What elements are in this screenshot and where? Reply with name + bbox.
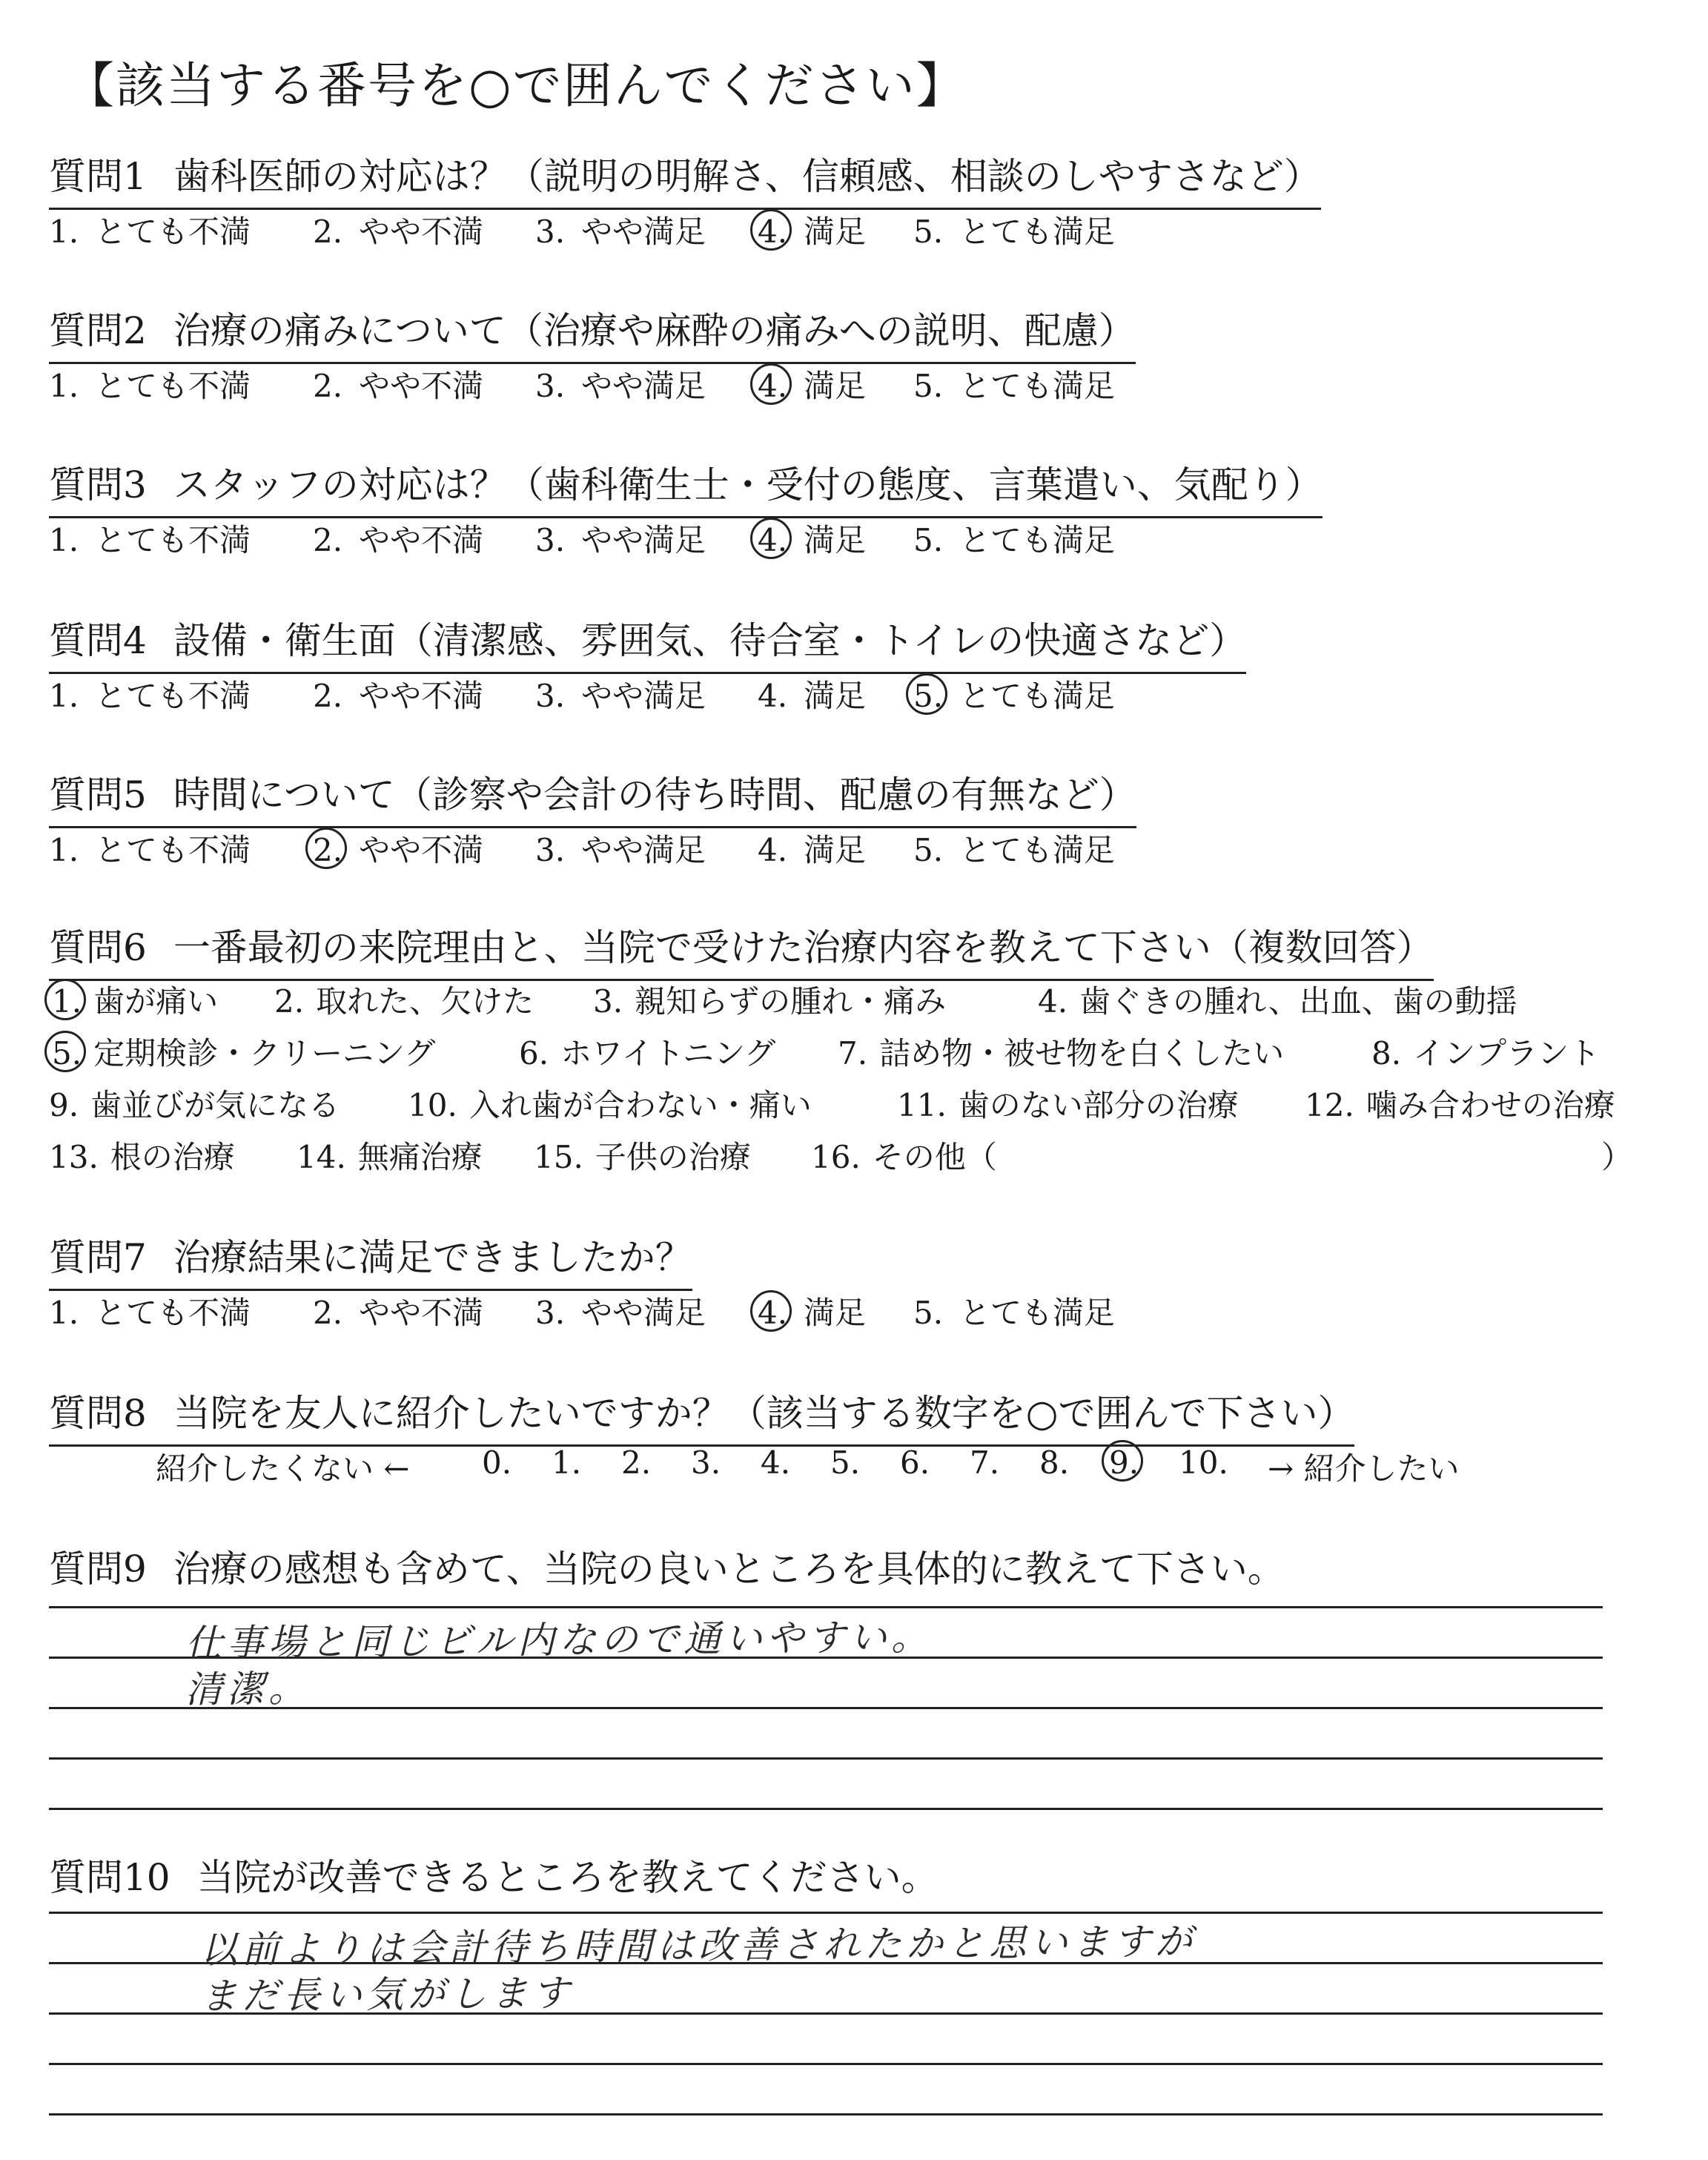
option-5[interactable] — [913, 208, 1115, 252]
option-1[interactable] — [49, 362, 251, 406]
option-number: 3. — [593, 983, 623, 1020]
option-label: やや不満 — [359, 368, 484, 404]
question-number: 質問10 — [49, 1856, 171, 1899]
option-number: 4. — [758, 214, 804, 250]
option-number: 5. — [913, 522, 944, 558]
question-number: 質問1 — [49, 155, 147, 198]
option-4[interactable] — [758, 362, 866, 406]
option-label: 満足 — [804, 214, 867, 250]
option-number: 3. — [535, 678, 566, 714]
option-label: とても不満 — [95, 832, 251, 868]
question-5-title — [49, 765, 1136, 828]
option-number: 5. — [52, 1035, 82, 1071]
option-3[interactable] — [535, 672, 706, 716]
question-1-title — [49, 147, 1321, 210]
option-number: 3. — [535, 832, 566, 868]
option-number: 3. — [535, 522, 566, 558]
option-number: 12. — [1305, 1087, 1354, 1123]
option-number: 5. — [913, 832, 944, 868]
question-4-title — [49, 611, 1246, 674]
answer-line — [49, 2113, 1603, 2116]
option-number: 16. — [811, 1139, 861, 1175]
scale-value-10[interactable]: 10. — [1179, 1444, 1228, 1481]
q6-option-8[interactable] — [1371, 1029, 1600, 1074]
handwritten-answer-q9-line1: 仕事場と同じビル内なので通いやすい。 — [185, 1615, 933, 1665]
option-label: 満足 — [804, 832, 867, 868]
option-label: 噛み合わせの治療 — [1366, 1087, 1615, 1123]
scale-value-7[interactable]: 7. — [970, 1444, 1000, 1481]
option-number: 4. — [758, 522, 804, 558]
option-number: 4. — [758, 1295, 804, 1331]
option-label: やや満足 — [581, 522, 706, 558]
option-label: とても満足 — [959, 1295, 1116, 1331]
option-4[interactable] — [758, 516, 866, 561]
option-4[interactable] — [758, 1289, 866, 1333]
question-number: 質問5 — [49, 773, 147, 816]
option-number: 2. — [313, 832, 359, 868]
option-number: 1. — [49, 832, 79, 868]
option-3[interactable] — [535, 208, 706, 252]
option-label: 歯のない部分の治療 — [958, 1087, 1239, 1123]
option-label: とても不満 — [95, 1295, 251, 1331]
option-label: やや不満 — [359, 678, 484, 714]
option-number: 9. — [49, 1087, 79, 1123]
option-number: 5. — [913, 214, 944, 250]
answer-line — [49, 2063, 1603, 2065]
option-number: 3. — [535, 1295, 566, 1331]
option-number: 3. — [535, 368, 566, 404]
option-label: 満足 — [804, 1295, 867, 1331]
option-4[interactable] — [758, 208, 866, 252]
handwritten-answer-q9-line2: 清潔。 — [185, 1667, 311, 1711]
option-1[interactable] — [49, 826, 251, 871]
option-label: 親知らずの腫れ・痛み — [635, 983, 947, 1020]
q6-option-12[interactable] — [1305, 1081, 1615, 1126]
option-number: 15. — [534, 1139, 583, 1175]
option-number: 7. — [838, 1035, 868, 1071]
question-text: 時間について（診察や会計の待ち時間、配慮の有無など） — [173, 773, 1136, 816]
question-3-title — [49, 455, 1323, 518]
option-1[interactable] — [49, 672, 251, 716]
option-label: やや不満 — [359, 522, 484, 558]
option-label: 無痛治療 — [357, 1139, 483, 1175]
option-label: 子供の治療 — [595, 1139, 751, 1175]
option-5[interactable] — [913, 672, 1115, 716]
scale-value-1[interactable]: 1. — [552, 1444, 582, 1481]
option-1[interactable] — [49, 1289, 251, 1333]
option-number: 4. — [758, 368, 804, 404]
question-text: 当院を友人に紹介したいですか？（該当する数字を○で囲んで下さい） — [173, 1392, 1355, 1435]
option-number: 14. — [297, 1139, 346, 1175]
q6-option-7[interactable] — [838, 1029, 1284, 1074]
scale-value-4[interactable]: 4. — [761, 1444, 791, 1481]
option-4[interactable] — [758, 826, 866, 871]
q6-option-14[interactable] — [297, 1133, 483, 1178]
handwritten-answer-q10-line1: 以前よりは会計待ち時間は改善されたかと思いますが — [199, 1920, 1197, 1972]
option-number: 1. — [49, 214, 79, 250]
option-number: 1. — [49, 522, 79, 558]
option-label: 満足 — [804, 678, 867, 714]
question-7-title — [49, 1228, 692, 1291]
other-close-paren: ） — [1601, 1139, 1633, 1175]
option-label: とても不満 — [95, 368, 251, 404]
option-label: やや不満 — [359, 832, 484, 868]
option-number: 2. — [313, 1295, 343, 1331]
option-label: 詰め物・被せ物を白くしたい — [879, 1035, 1285, 1071]
question-text: 設備・衛生面（清潔感、雰囲気、待合室・トイレの快適さなど） — [173, 619, 1247, 662]
option-label: やや満足 — [581, 678, 706, 714]
option-2[interactable] — [313, 826, 483, 871]
option-label: とても不満 — [95, 522, 251, 558]
question-text: 治療結果に満足できましたか？ — [173, 1236, 692, 1279]
scale-value-5[interactable]: 5. — [830, 1444, 861, 1481]
option-number: 13. — [49, 1139, 99, 1175]
option-5[interactable] — [913, 362, 1115, 406]
option-label: 入れ歯が合わない・痛い — [469, 1087, 812, 1123]
option-label: 定期検診・クリーニング — [93, 1035, 436, 1071]
option-2[interactable] — [313, 208, 483, 252]
option-label: やや不満 — [359, 1295, 484, 1331]
option-label: やや満足 — [581, 1295, 706, 1331]
q6-option-9[interactable] — [49, 1081, 340, 1126]
option-number: 5. — [913, 368, 944, 404]
option-2[interactable] — [313, 362, 483, 406]
option-number: 4. — [758, 678, 788, 714]
option-label: 取れた、欠けた — [316, 983, 534, 1020]
option-number: 1. — [49, 678, 79, 714]
option-label: とても満足 — [959, 678, 1116, 714]
option-number: 5. — [913, 678, 959, 714]
option-label: 歯並びが気になる — [90, 1087, 340, 1123]
option-number: 10. — [408, 1087, 457, 1123]
option-1[interactable] — [49, 208, 251, 252]
option-3[interactable] — [535, 1289, 706, 1333]
question-number: 質問2 — [49, 309, 147, 352]
answer-line — [49, 1808, 1603, 1810]
scale-value-2[interactable]: 2. — [621, 1444, 652, 1481]
option-number: 1. — [52, 983, 82, 1020]
scale-right-label: → 紹介したい — [1268, 1450, 1460, 1487]
option-5[interactable] — [913, 1289, 1115, 1333]
option-3[interactable] — [535, 516, 706, 561]
option-label: とても満足 — [959, 214, 1116, 250]
option-label: その他（ — [872, 1139, 997, 1175]
option-number: 5. — [913, 1295, 944, 1331]
option-2[interactable] — [313, 672, 483, 716]
option-label: 満足 — [804, 368, 867, 404]
option-3[interactable] — [535, 362, 706, 406]
option-label: インプラント — [1413, 1035, 1601, 1071]
option-number: 2. — [274, 983, 305, 1020]
option-label: やや不満 — [359, 214, 484, 250]
q6-option-13[interactable] — [49, 1133, 235, 1178]
option-label: 歯ぐきの腫れ、出血、歯の動揺 — [1079, 983, 1517, 1020]
question-text: 治療の感想も含めて、当院の良いところを具体的に教えて下さい。 — [173, 1548, 1285, 1591]
option-label: 満足 — [804, 522, 867, 558]
page-title: 【該当する番号を○で囲んでください】 — [65, 57, 967, 114]
option-5[interactable] — [913, 826, 1115, 871]
option-number: 11. — [897, 1087, 947, 1123]
question-9-title — [49, 1539, 1285, 1600]
option-2[interactable] — [313, 1289, 483, 1333]
option-label: とても満足 — [959, 368, 1116, 404]
option-number: 1. — [49, 368, 79, 404]
question-8-title — [49, 1384, 1354, 1447]
option-label: やや満足 — [581, 368, 706, 404]
option-3[interactable] — [535, 826, 706, 871]
scale-value-6[interactable]: 6. — [900, 1444, 930, 1481]
option-number: 2. — [313, 522, 343, 558]
q6-option-2[interactable] — [274, 977, 534, 1022]
option-label: 根の治療 — [110, 1139, 235, 1175]
question-text: 歯科医師の対応は？（説明の明解さ、信頼感、相談のしやすさなど） — [173, 155, 1321, 198]
option-label: 歯が痛い — [93, 983, 219, 1020]
scale-value-3[interactable]: 3. — [691, 1444, 721, 1481]
question-text: 治療の痛みについて（治療や麻酔の痛みへの説明、配慮） — [173, 309, 1136, 352]
option-number: 4. — [758, 832, 788, 868]
option-number: 2. — [313, 214, 343, 250]
option-label: やや満足 — [581, 832, 706, 868]
q6-option-3[interactable] — [593, 977, 946, 1022]
q6-option-1[interactable] — [52, 977, 218, 1022]
question-number: 質問3 — [49, 463, 147, 506]
question-6-title — [49, 918, 1434, 981]
option-label: ホワイトニング — [560, 1035, 776, 1071]
q6-option-10[interactable] — [408, 1081, 812, 1126]
option-number: 1. — [49, 1295, 79, 1331]
option-label: とても不満 — [95, 678, 251, 714]
scale-value-9[interactable]: 9. — [1109, 1444, 1139, 1481]
question-number: 質問6 — [49, 926, 147, 969]
answer-line — [49, 1757, 1603, 1760]
q6-option-4[interactable] — [1038, 977, 1517, 1022]
option-4[interactable] — [758, 672, 866, 716]
scale-left-label: 紹介したくない ← — [156, 1450, 410, 1487]
scale-value-0[interactable]: 0. — [482, 1444, 512, 1481]
option-label: とても満足 — [959, 522, 1116, 558]
q6-option-5[interactable] — [52, 1029, 435, 1074]
option-label: とても不満 — [95, 214, 251, 250]
option-1[interactable] — [49, 516, 251, 561]
option-number: 3. — [535, 214, 566, 250]
option-label: やや満足 — [581, 214, 706, 250]
question-number: 質問4 — [49, 619, 147, 662]
question-2-title — [49, 301, 1136, 364]
option-5[interactable] — [913, 516, 1115, 561]
option-2[interactable] — [313, 516, 483, 561]
scale-value-8[interactable]: 8. — [1039, 1444, 1070, 1481]
question-number: 質問9 — [49, 1548, 147, 1591]
option-number: 2. — [313, 368, 343, 404]
question-number: 質問7 — [49, 1236, 147, 1279]
option-label: とても満足 — [959, 832, 1116, 868]
option-number: 2. — [313, 678, 343, 714]
q6-option-16[interactable] — [811, 1133, 997, 1178]
q6-option-11[interactable] — [897, 1081, 1239, 1126]
answer-line — [49, 1912, 1603, 1914]
option-number: 4. — [1038, 983, 1068, 1020]
question-10-title — [49, 1848, 939, 1909]
question-text: スタッフの対応は？（歯科衛生士・受付の態度、言葉遣い、気配り） — [173, 463, 1323, 506]
question-number: 質問8 — [49, 1392, 147, 1435]
option-number: 8. — [1371, 1035, 1402, 1071]
handwritten-answer-q10-line2: まだ長い気がします — [199, 1971, 575, 2018]
q6-option-15[interactable] — [534, 1133, 751, 1178]
question-text: 一番最初の来院理由と、当院で受けた治療内容を教えて下さい（複数回答） — [173, 926, 1434, 969]
question-text: 当院が改善できるところを教えてください。 — [196, 1856, 939, 1899]
option-number: 6. — [519, 1035, 549, 1071]
q6-option-6[interactable] — [519, 1029, 775, 1074]
